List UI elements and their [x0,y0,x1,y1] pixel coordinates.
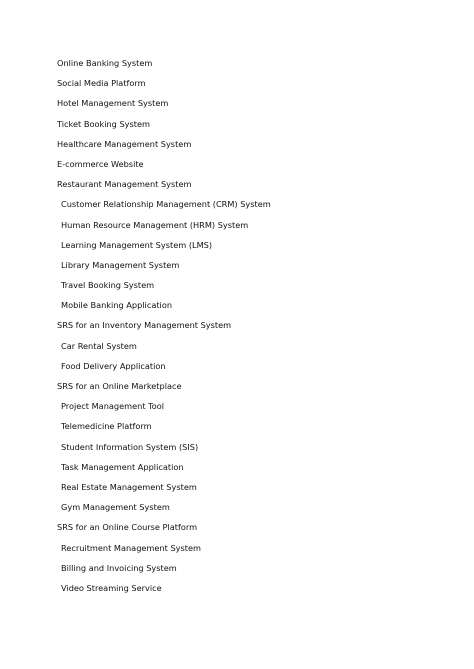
list-item: Social Media Platform [57,78,146,89]
list-item: Video Streaming Service [61,582,162,593]
list-item: Restaurant Management System [57,179,192,190]
list-item: Real Estate Management System [61,481,197,492]
topic-list [0,56,271,601]
list-item: Task Management Application [61,461,184,472]
list-item: Project Management Tool [61,401,165,412]
list-item: Travel Booking System [61,280,155,291]
list-item: Telemedicine Platform [61,421,152,432]
list-item: Library Management System [61,259,180,270]
list-item: Hotel Management System [57,98,169,109]
list-item: SRS for an Online Course Platform [57,522,198,533]
list-item: Online Banking System [57,58,153,68]
list-item: Gym Management System [61,502,170,513]
list-item: Recruitment Management System [61,542,201,553]
list-item: Student Information System (SIS) [61,441,199,452]
list-item: Healthcare Management System [57,138,192,149]
list-item: Customer Relationship Management (CRM) System [61,199,271,210]
list-item: E-commerce Website [57,158,144,169]
list-item: Car Rental System [61,340,137,351]
list-item: Food Delivery Application [61,360,166,371]
list-item: SRS for an Inventory Management System [57,320,232,331]
list-item: SRS for an Online Marketplace [57,381,182,391]
list-item: Learning Management System (LMS) [61,239,213,250]
list-item: Human Resource Management (HRM) System [61,219,249,230]
list-item: Billing and Invoicing System [61,562,177,573]
list-item: Mobile Banking Application [61,300,173,311]
list-item: Ticket Booking System [57,118,150,129]
